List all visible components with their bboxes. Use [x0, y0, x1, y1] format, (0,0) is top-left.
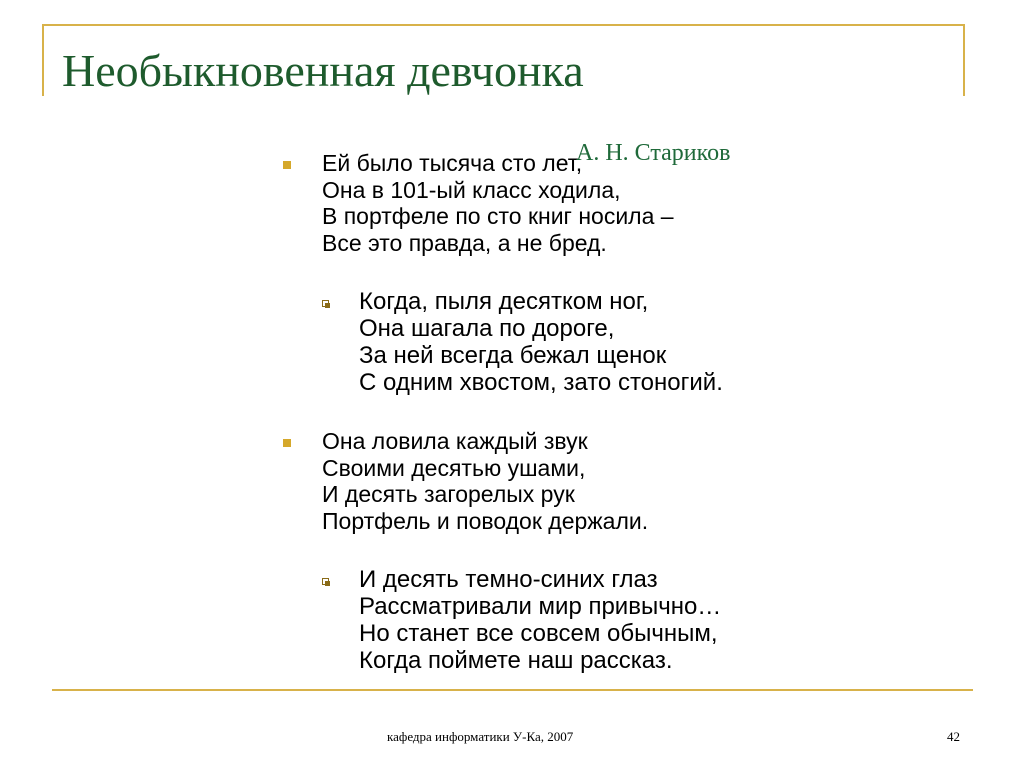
- left-border-line: [42, 24, 44, 96]
- author-name: А. Н. Стариков: [576, 140, 731, 166]
- footer-line: [52, 689, 973, 691]
- stanza-line: Она ловила каждый звук: [322, 428, 588, 454]
- stanza-line: Портфель и поводок держали.: [322, 507, 649, 534]
- stanza-line: Она в 101-ый класс ходила,: [322, 176, 621, 203]
- stanza-line: Она шагала по дороге,: [359, 315, 615, 342]
- stanza-4-text: [359, 566, 721, 674]
- top-border-line: [42, 24, 964, 26]
- stanza-line: Ей было тысяча сто лет,: [322, 150, 583, 176]
- stanza-line: Рассматривали мир привычно…: [359, 593, 722, 620]
- stanza-line: И десять темно-синих глаз: [359, 566, 658, 593]
- stanza-line: С одним хвостом, зато стоногий.: [359, 369, 723, 396]
- stanza-line: Все это правда, а не бред.: [322, 229, 607, 256]
- hollow-square-bullet-icon: [322, 578, 329, 585]
- stanza-line: Когда, пыля десятком ног,: [359, 288, 649, 315]
- stanza-line: Но станет все совсем обычным,: [359, 620, 718, 647]
- stanza-line: За ней всегда бежал щенок: [359, 342, 667, 369]
- stanza-3-text: [322, 428, 648, 534]
- stanza-line: Когда поймете наш рассказ.: [359, 647, 673, 674]
- stanza-line: Своими десятью ушами,: [322, 454, 586, 481]
- footer-text: кафедра информатики У-Ка, 2007: [387, 729, 574, 744]
- stanza-line: В портфеле по сто книг носила –: [322, 203, 674, 229]
- square-bullet-icon: [283, 439, 291, 447]
- page-number: 42: [947, 729, 960, 744]
- square-bullet-icon: [283, 161, 291, 169]
- hollow-square-bullet-icon: [322, 300, 329, 307]
- stanza-line: И десять загорелых рук: [322, 481, 575, 507]
- right-border-line: [963, 24, 965, 96]
- slide-title: Необыкновенная девчонка: [62, 45, 584, 96]
- stanza-2-text: [359, 288, 723, 396]
